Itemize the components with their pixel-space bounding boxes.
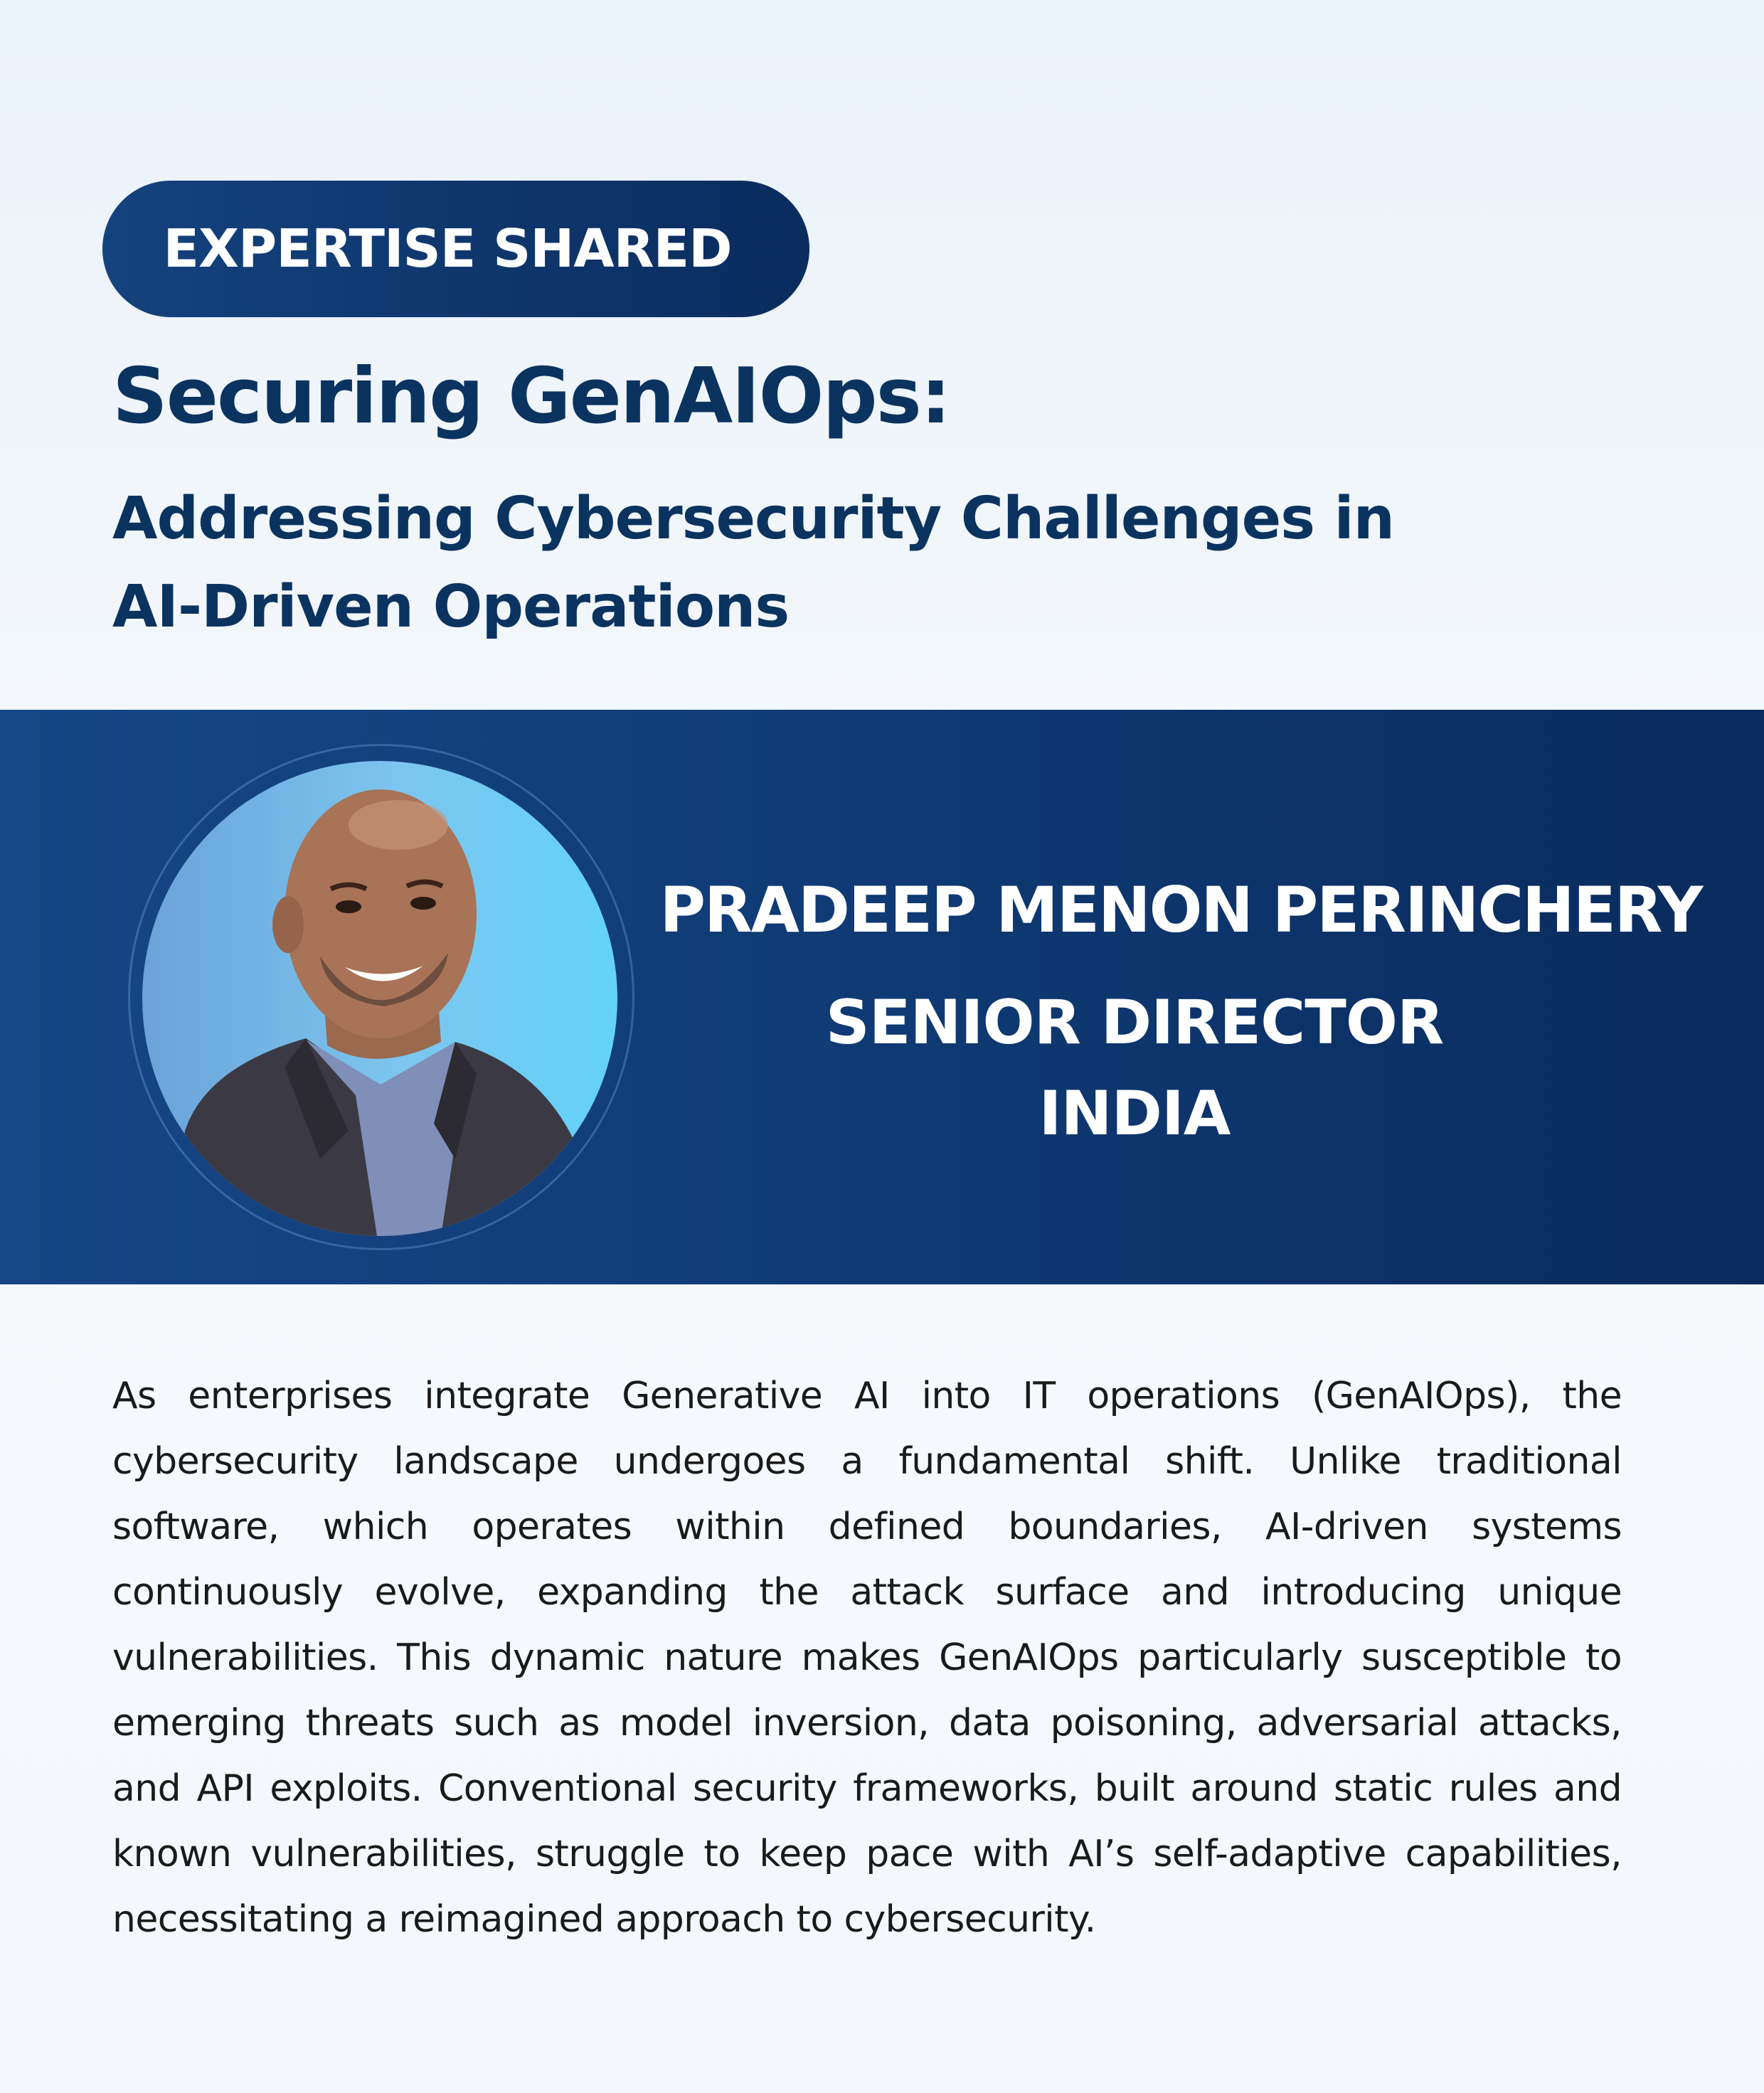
speaker-role: SENIOR DIRECTOR [825, 987, 1444, 1058]
expertise-shared-badge [102, 181, 809, 317]
speaker-country: INDIA [1038, 1078, 1231, 1149]
badge-label: EXPERTISE SHARED [163, 218, 732, 279]
subtitle-line-1: Addressing Cybersecurity Challenges in [112, 485, 1395, 553]
speaker-name: PRADEEP MENON PERINCHERY [659, 873, 1702, 947]
subtitle-line-2: AI-Driven Operations [112, 573, 790, 641]
article-body: As enterprises integrate Generative AI into IT operations (GenAIOps), the cybersecurity landscape undergoes a fundamental shift. Unlike traditional software, which operates within defined boundaries, AI-driven systems continuously evolve, expanding the attack surface and introducing unique vulnerabilities. This dynamic nature makes GenAIOps particularly susceptible to emerging threats such as model inversion, data poisoning, adversarial attacks, and API exploits. Conventional security frameworks, built around static rules and known vulnerabilities, struggle to keep pace with AI’s self-adaptive capabilities, necessitating a reimagined approach to cybersecurity. [112, 1375, 1622, 1941]
speaker-portrait-icon [142, 761, 617, 1236]
speaker-avatar [142, 761, 617, 1236]
article-subtitle [112, 475, 1677, 651]
article-title: Securing GenAIOps: [112, 352, 950, 441]
